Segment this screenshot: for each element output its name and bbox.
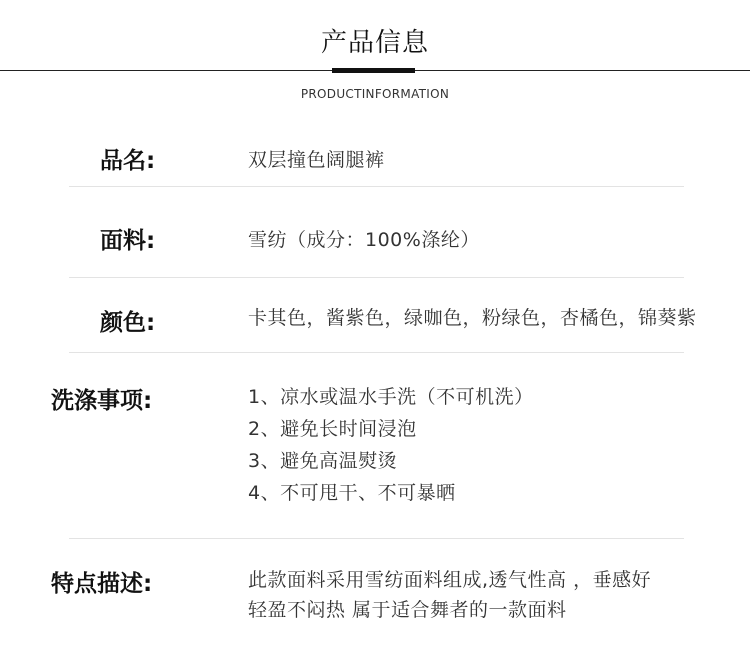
page-title: 产品信息 xyxy=(320,28,429,58)
separator xyxy=(69,538,684,539)
label-product-name: 品名: xyxy=(100,148,156,174)
label-fabric: 面料: xyxy=(100,228,156,254)
features-line: 此款面料采用雪纺面料组成,透气性高 ，垂感好 xyxy=(248,569,652,591)
features-line: 轻盈不闷热 属于适合舞者的一款面料 xyxy=(248,599,567,621)
separator xyxy=(69,352,684,353)
value-fabric: 雪纺（成分：100%涤纶） xyxy=(248,229,480,251)
value-colors: 卡其色，酱紫色，绿咖色，粉绿色，杏橘色，锦葵紫 xyxy=(248,307,697,329)
label-care: 洗涤事项: xyxy=(51,388,153,414)
label-colors: 颜色: xyxy=(100,310,156,336)
page-subtitle: PRODUCTINFORMATION xyxy=(300,87,450,101)
title-accent-bar xyxy=(332,68,415,73)
care-item: 1、凉水或温水手洗（不可机洗） xyxy=(248,386,534,408)
care-item: 2、避免长时间浸泡 xyxy=(248,418,417,440)
value-product-name: 双层撞色阔腿裤 xyxy=(248,149,385,171)
separator xyxy=(69,186,684,187)
label-features: 特点描述: xyxy=(51,571,153,597)
care-item: 3、避免高温熨烫 xyxy=(248,450,398,472)
care-item: 4、不可甩干、不可暴晒 xyxy=(248,482,456,504)
separator xyxy=(69,277,684,278)
